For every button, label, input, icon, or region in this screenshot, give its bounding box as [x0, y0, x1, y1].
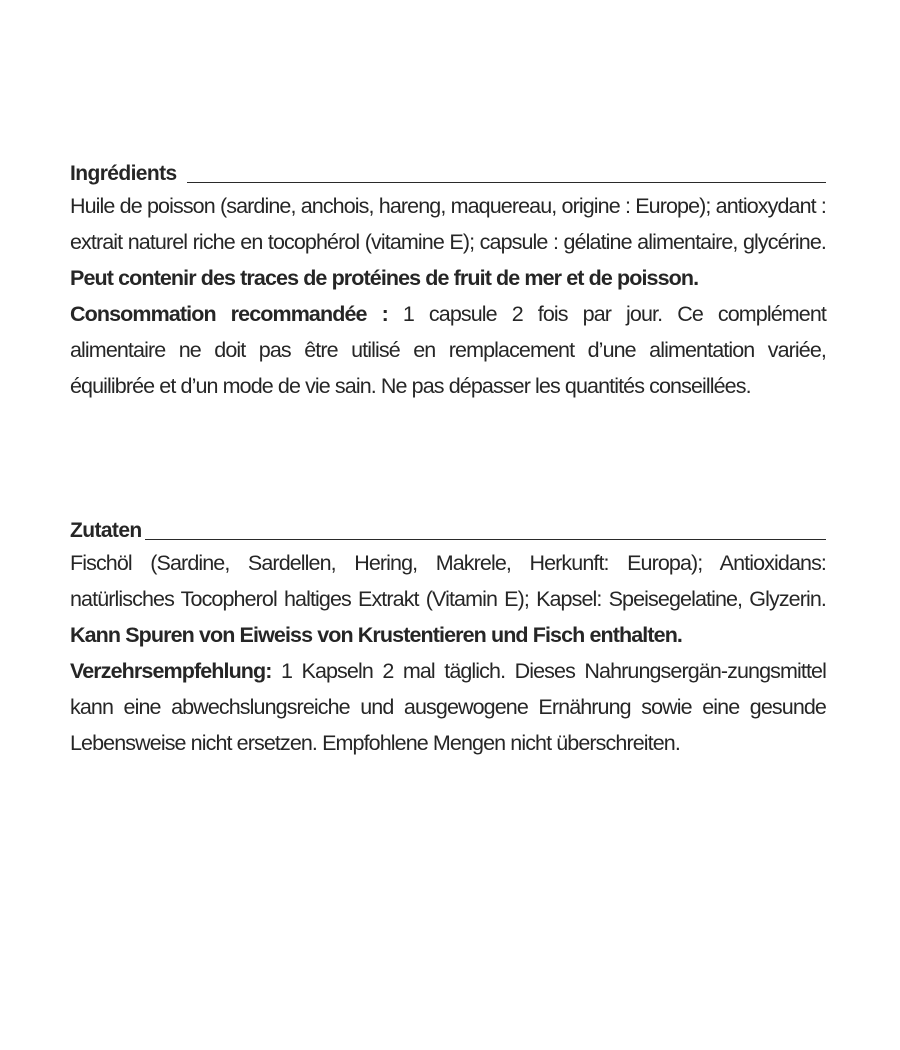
- german-usage-label: Verzehrsempfehlung:: [70, 659, 272, 683]
- german-section: [70, 515, 826, 761]
- french-usage-label: Consommation recommandée :: [70, 302, 388, 326]
- german-ingredients-text: Fischöl (Sardine, Sardellen, Hering, Makrele, Herkunft: Europa); Antioxidans: natürlisches Tocopherol haltiges Extrakt (Vitamin E); Kapsel: Speisegelatine, Glyzerin.: [70, 551, 826, 611]
- french-section: [70, 158, 826, 404]
- german-section-title: Zutaten: [70, 519, 142, 542]
- french-section-header: [70, 158, 826, 186]
- german-usage-text: 1 Kapseln 2 mal täglich. Dieses Nahrungsergän-zungsmittel kann eine abwechslungsreiche und ausgewogene Ernährung sowie eine gesunde Lebensweise nicht ersetzen. Empfohlene Mengen nicht überschreiten.: [70, 659, 826, 755]
- german-section-header: [70, 515, 826, 543]
- french-ingredients-paragraph: [70, 188, 826, 296]
- french-allergen-warning: Peut contenir des traces de protéines de fruit de mer et de poisson.: [70, 266, 699, 290]
- german-ingredients-paragraph: [70, 545, 826, 653]
- french-ingredients-text: Huile de poisson (sardine, anchois, hareng, maquereau, origine : Europe); antioxydant : extrait naturel riche en tocophérol (vitamine E); capsule : gélatine alimentaire, glycérine.: [70, 194, 826, 254]
- french-section-title: Ingrédients: [70, 162, 177, 185]
- french-usage-paragraph: [70, 296, 826, 404]
- german-usage-paragraph: [70, 653, 826, 761]
- german-title-rule: [145, 539, 826, 540]
- german-allergen-warning: Kann Spuren von Eiweiss von Krustentieren und Fisch enthalten.: [70, 623, 683, 647]
- french-title-rule: [187, 182, 826, 183]
- french-usage-text: 1 capsule 2 fois par jour. Ce complément alimentaire ne doit pas être utilisé en remplacement d’une alimentation variée, équilibrée et d’un mode de vie sain. Ne pas dépasser les quantités conseillées.: [70, 302, 826, 398]
